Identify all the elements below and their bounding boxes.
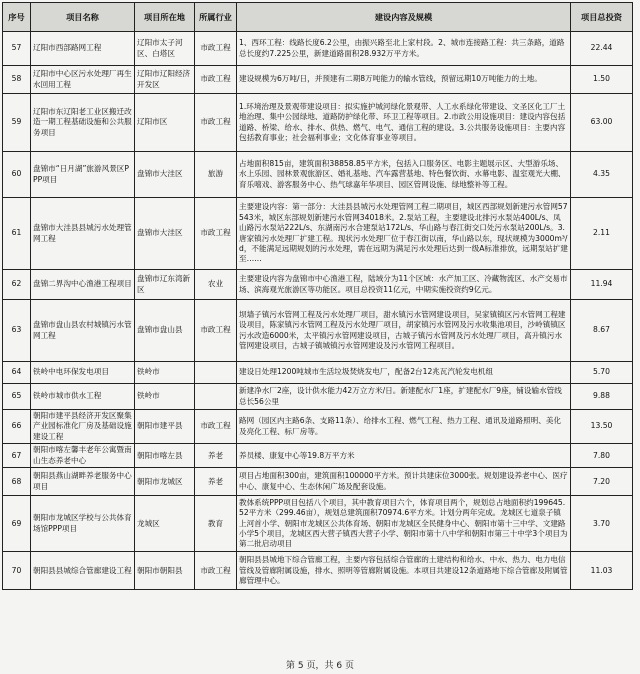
table-header-row bbox=[3, 3, 633, 32]
table-row bbox=[3, 444, 633, 468]
row-location: 朝阳市建平县 bbox=[135, 410, 195, 444]
row-content: 教体系统PPP项目包括八个项目，其中教育项目六个，体育项目两个，规划总占地面积约199645.52平方米（299.46亩），规划总建筑面积70974.6平方米。计划分两年完成。龙城区七道泉子镇上河首小学、朝阳市龙城区公共体育场、朝阳市龙城区全民健身中心、朝阳市第十三中学、文建路小学5个项目，龙城区西大营子镇西大营子小学、朝阳市第十八中学和朝阳市第三十中学3个项目为第二批启动项目 bbox=[237, 496, 571, 552]
row-industry: 养老 bbox=[195, 444, 237, 468]
row-name: 盘锦市“日月湖”旅游风景区PPP项目 bbox=[31, 152, 135, 198]
row-investment: 1.50 bbox=[571, 66, 633, 94]
row-name: 辽阳市西部路网工程 bbox=[31, 32, 135, 66]
table-row bbox=[3, 32, 633, 66]
table-row bbox=[3, 552, 633, 590]
row-no: 70 bbox=[3, 552, 31, 590]
row-investment: 7.80 bbox=[571, 444, 633, 468]
row-name: 辽阳市东辽阳老工业区搬迁改造一期工程基础设施和公共服务项目 bbox=[31, 94, 135, 152]
row-investment: 5.70 bbox=[571, 362, 633, 384]
header-industry: 所属行业 bbox=[195, 3, 237, 32]
row-location: 盘锦市盘山县 bbox=[135, 300, 195, 362]
row-location: 辽阳市辽阳经济开发区 bbox=[135, 66, 195, 94]
row-no: 69 bbox=[3, 496, 31, 552]
row-investment: 7.20 bbox=[571, 468, 633, 496]
row-name: 朝阳市建平县经济开发区聚集产业园标准化厂房及基础设施建设工程 bbox=[31, 410, 135, 444]
header-location: 项目所在地 bbox=[135, 3, 195, 32]
row-investment: 9.88 bbox=[571, 384, 633, 410]
row-industry: 市政工程 bbox=[195, 32, 237, 66]
row-investment: 22.44 bbox=[571, 32, 633, 66]
table-row bbox=[3, 384, 633, 410]
row-industry: 养老 bbox=[195, 468, 237, 496]
project-table bbox=[2, 2, 633, 590]
row-no: 57 bbox=[3, 32, 31, 66]
row-content: 1、西环工程：线路长度6.2公里，由振兴路至北上家村段。2、城市连接路工程：共三条路，道路总长度约7.225公里，新建道路面积28.932万平方米。 bbox=[237, 32, 571, 66]
row-industry: 市政工程 bbox=[195, 552, 237, 590]
row-industry: 市政工程 bbox=[195, 198, 237, 270]
row-location: 辽阳市区 bbox=[135, 94, 195, 152]
row-content: 建设规模为6万吨/日，并预建有二期8万吨能力的输水管线，预留远期10万吨能力的土地。 bbox=[237, 66, 571, 94]
row-name: 朝阳市喀左馨丰老年公寓暨南山生态养老中心 bbox=[31, 444, 135, 468]
row-industry bbox=[195, 384, 237, 410]
row-name: 朝阳县燕山湖畔养老服务中心项目 bbox=[31, 468, 135, 496]
header-name: 项目名称 bbox=[31, 3, 135, 32]
row-location: 盘锦市辽东湾新区 bbox=[135, 270, 195, 300]
row-content: 1.环境治理及景观带建设项目：拟实施护城河绿化景观带、人工水系绿化带建设、文圣区化工厂土地治理、集中公园绿地、道路防护绿化带、环卫工程等项目。2.市政公用设施项目：建设内容包括道路、桥梁、给水、排水、供热、燃气、电气、通信工程的建设。3.公共服务设施项目：主要内容包括教育事业；社会福利事业；文化体育事业等项目。 bbox=[237, 94, 571, 152]
row-no: 66 bbox=[3, 410, 31, 444]
row-industry: 农业 bbox=[195, 270, 237, 300]
table-row bbox=[3, 66, 633, 94]
row-location: 朝阳市朝阳县 bbox=[135, 552, 195, 590]
row-content: 主要建设内容：第一部分：大洼县县城污水处理管网工程二期项目，城区西部规划新建污水管网57543米，城区东部规划新建污水管网34018米。2.泵站工程，主要建设北排污水泵站400L/s、凤山路污水泵站222L/s、东湖南污水合建泵站172L/s、华山路与春江街交口处污水泵站200L/s。3.唐家镇污水处理厂扩建工程。现状污水处理厂位于春江街以南，华山路以东，现状规模为3000m³/d，不能满足远期规划的污水处理，需在远期为满足污水处理后达到一级A标准排放，远期泵站扩建至…… bbox=[237, 198, 571, 270]
row-location: 朝阳市龙城区 bbox=[135, 468, 195, 496]
table-row bbox=[3, 496, 633, 552]
header-no: 序号 bbox=[3, 3, 31, 32]
row-content: 养员楼、康复中心等19.8万平方米 bbox=[237, 444, 571, 468]
row-industry bbox=[195, 362, 237, 384]
row-industry: 市政工程 bbox=[195, 66, 237, 94]
row-no: 60 bbox=[3, 152, 31, 198]
row-no: 68 bbox=[3, 468, 31, 496]
header-investment: 项目总投资 bbox=[571, 3, 633, 32]
row-location: 辽阳市太子河区、白塔区 bbox=[135, 32, 195, 66]
row-content: 建设日处理1200吨城市生活垃圾焚烧发电厂，配备2台12兆瓦汽轮发电机组 bbox=[237, 362, 571, 384]
table-row bbox=[3, 362, 633, 384]
row-location: 盘锦市大洼区 bbox=[135, 152, 195, 198]
row-name: 辽阳市中心区污水处理厂再生水回用工程 bbox=[31, 66, 135, 94]
row-content: 新建净水厂2座，设计供水能力42万立方米/日。新建配水厂1座，扩建配水厂9座，铺设输水管线总长56公里 bbox=[237, 384, 571, 410]
row-name: 盘锦二界沟中心渔港工程项目 bbox=[31, 270, 135, 300]
row-no: 64 bbox=[3, 362, 31, 384]
row-location: 铁岭市 bbox=[135, 384, 195, 410]
row-no: 65 bbox=[3, 384, 31, 410]
row-name: 铁岭市城市供水工程 bbox=[31, 384, 135, 410]
row-name: 朝阳市龙城区学校与公共体育场馆PPP项目 bbox=[31, 496, 135, 552]
row-no: 61 bbox=[3, 198, 31, 270]
row-industry: 市政工程 bbox=[195, 410, 237, 444]
row-investment: 2.11 bbox=[571, 198, 633, 270]
row-location: 龙城区 bbox=[135, 496, 195, 552]
header-content: 建设内容及规模 bbox=[237, 3, 571, 32]
table-row bbox=[3, 468, 633, 496]
row-content: 主要建设内容为盘锦市中心渔港工程，陆域分为11个区域：水产加工区、冷藏物流区、水产交易市场、滨海观光旅游区等功能区。项目总投资11亿元，中期实施投资约9亿元。 bbox=[237, 270, 571, 300]
row-investment: 63.00 bbox=[571, 94, 633, 152]
row-no: 59 bbox=[3, 94, 31, 152]
row-industry: 旅游 bbox=[195, 152, 237, 198]
row-location: 铁岭市 bbox=[135, 362, 195, 384]
row-content: 项目占地面积300亩，建筑面积100000平方米。预计共建床位3000张。规划建设养老中心、医疗中心、康复中心、生态休闲广场及配套设施。 bbox=[237, 468, 571, 496]
row-investment: 3.70 bbox=[571, 496, 633, 552]
row-name: 盘锦市盘山县农村城镇污水管网工程 bbox=[31, 300, 135, 362]
row-content: 坝墙子镇污水管网工程及污水处理厂项目，甜水镇污水管网建设项目，吴家镇镇区污水管网工程建设项目，陈家镇污水管网工程及污水处理厂项目，胡家镇污水管网及污水收集池项目，沙岭镇镇区污水改造6000米，太平镇污水管网建设项目，古城子镇污水管网及污水处理厂项目，高升镇污水管网建设项目，古城子镇城镇污水管网建设及污水管网工程项目。 bbox=[237, 300, 571, 362]
row-name: 铁岭中电环保发电项目 bbox=[31, 362, 135, 384]
table-row bbox=[3, 198, 633, 270]
row-industry: 市政工程 bbox=[195, 300, 237, 362]
row-no: 62 bbox=[3, 270, 31, 300]
row-content: 路网（园区内主路6条、支路11条）、给排水工程、燃气工程、热力工程、通讯及道路照明、美化及亮化工程、标厂房等。 bbox=[237, 410, 571, 444]
row-investment: 8.67 bbox=[571, 300, 633, 362]
row-no: 58 bbox=[3, 66, 31, 94]
table-row bbox=[3, 152, 633, 198]
table-row bbox=[3, 270, 633, 300]
row-location: 盘锦市大洼区 bbox=[135, 198, 195, 270]
row-content: 朝阳县县城地下综合管廊工程，主要内容包括综合管廊的土建结构和给水、中水、热力、电力电信管线及管廊附属设施，排水、照明等管廊附属设施。本项目共建设12条道路地下综合管廊及附属管廊管理中心。 bbox=[237, 552, 571, 590]
row-investment: 4.35 bbox=[571, 152, 633, 198]
row-investment: 11.03 bbox=[571, 552, 633, 590]
row-no: 63 bbox=[3, 300, 31, 362]
row-location: 朝阳市喀左县 bbox=[135, 444, 195, 468]
table-row bbox=[3, 300, 633, 362]
table-row bbox=[3, 410, 633, 444]
row-investment: 11.94 bbox=[571, 270, 633, 300]
row-name: 盘锦市大洼县县城污水处理管网工程 bbox=[31, 198, 135, 270]
row-name: 朝阳县县城综合管廊建设工程 bbox=[31, 552, 135, 590]
row-content: 占地面积815亩，建筑面积38858.85平方米，包括入口服务区、电影主题展示区、大型游乐场、水上乐园、园林景观旅游区、婚礼基地、汽车露营基地、特色餐饮街、水幕电影、温室观光大棚、育乐嘻戏、游客服务中心、热气球嘉年华项目、园区管网设施、绿地整补等工程。 bbox=[237, 152, 571, 198]
row-no: 67 bbox=[3, 444, 31, 468]
page-footer: 第 5 页，共 6 页 bbox=[286, 661, 354, 671]
table-row bbox=[3, 94, 633, 152]
row-industry: 教育 bbox=[195, 496, 237, 552]
row-investment: 13.50 bbox=[571, 410, 633, 444]
row-industry: 市政工程 bbox=[195, 94, 237, 152]
